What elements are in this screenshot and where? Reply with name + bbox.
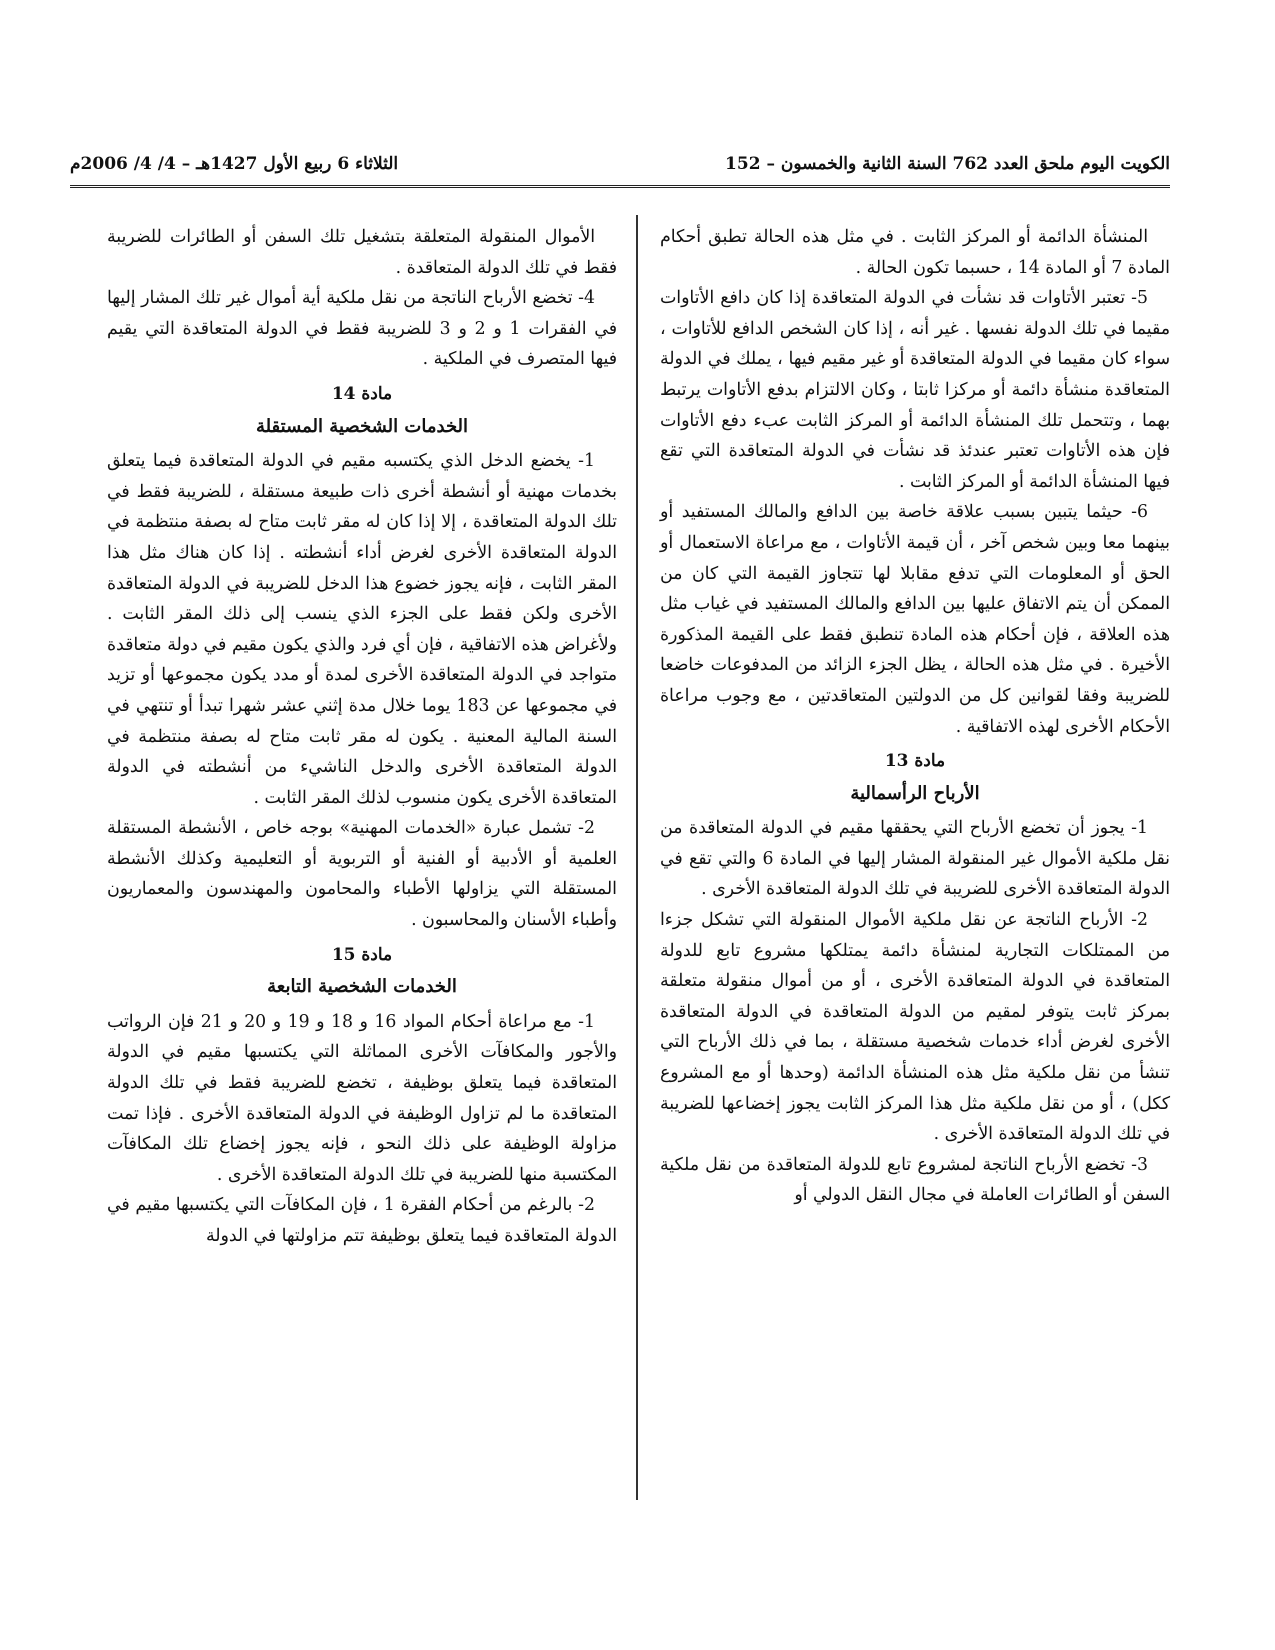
header-date: الثلاثاء 6 ربيع الأول 1427هـ – 4/ 4/ 2006م <box>70 154 399 174</box>
page-header <box>70 150 1170 186</box>
paragraph: المنشأة الدائمة أو المركز الثابت . في مثل هذه الحالة تطبق أحكام المادة 7 أو المادة 14 ، حسبما تكون الحالة . <box>660 227 1170 278</box>
paragraph: 5- تعتبر الأتاوات قد نشأت في الدولة المتعاقدة إذا كان دافع الأتاوات مقيما في تلك الدولة نفسها . غير أنه ، إذا كان الشخص الدافع للأتاوات ، سواء كان مقيما في الدولة المتعاقدة أو غير مقيم فيها ، يملك في الدولة المتعاقدة منشأة دائمة أو مركزا ثابتا ، وكان الالتزام بدفع الأتاوات يرتبط بهما ، وتتحمل تلك المنشأة الدائمة أو المركز الثابت عبء دفع الأتاوات فإن هذه الأتاوات تعتبر عندئذ قد نشأت في الدولة المتعاقدة التي تقع فيها المنشأة الدائمة أو المركز الثابت . <box>660 288 1170 492</box>
paragraph: 2- الأرباح الناتجة عن نقل ملكية الأموال المنقولة التي تشكل جزءا من الممتلكات التجارية لمنشأة دائمة يمتلكها مشروع تابع للدولة المتعاقدة في الدولة المتعاقدة الأخرى ، أو من أموال منقولة متعلقة بمركز ثابت يتوفر لمقيم من الدولة المتعاقدة في الدولة المتعاقدة الأخرى لغرض أداء خدمات شخصية مستقلة ، بما في ذلك الأرباح التي تنشأ من نقل ملكية مثل هذه المنشأة الدائمة (وحدها أو مع المشروع ككل) ، أو من نقل ملكية مثل هذا المركز الثابت يجوز إخضاعها للضريبة في تلك الدولة المتعاقدة الأخرى . <box>660 910 1170 1145</box>
article-number: مادة 15 <box>331 944 393 965</box>
paragraph: 1- مع مراعاة أحكام المواد 16 و 18 و 19 و 20 و 21 فإن الرواتب والأجور والمكافآت الأخرى المماثلة التي يكتسبها مقيم في الدولة المتعاقدة فيما يتعلق بوظيفة ، تخضع للضريبة فقط في تلك الدولة المتعاقدة ما لم تزاول الوظيفة في الدولة المتعاقدة الأخرى . فإذا تمت مزاولة الوظيفة على ذلك النحو ، فإنه يجوز إخضاع تلك المكافآت المكتسبة منها للضريبة في تلك الدولة المتعاقدة الأخرى . <box>107 1011 617 1185</box>
paragraph: الأموال المنقولة المتعلقة بتشغيل تلك السفن أو الطائرات للضريبة فقط في تلك الدولة المتعاقدة . <box>107 227 617 278</box>
right-column <box>660 222 1170 1211</box>
left-column <box>107 222 617 1252</box>
column-divider <box>636 215 638 1500</box>
article-number: مادة 14 <box>331 383 393 404</box>
article-number: مادة 13 <box>884 751 946 772</box>
paragraph: 3- تخضع الأرباح الناتجة لمشروع تابع للدولة المتعاقدة من نقل ملكية السفن أو الطائرات العاملة في مجال النقل الدولي أو <box>660 1154 1170 1206</box>
article-title: الخدمات الشخصية المستقلة <box>255 415 469 437</box>
header-publication: الكويت اليوم ملحق العدد 762 السنة الثانية والخمسون – 152 <box>725 154 1170 174</box>
article-title: الخدمات الشخصية التابعة <box>267 976 457 998</box>
paragraph: 2- بالرغم من أحكام الفقرة 1 ، فإن المكافآت التي يكتسبها مقيم في الدولة المتعاقدة فيما يتعلق بوظيفة تتم مزاولتها في الدولة <box>107 1195 617 1246</box>
paragraph: 4- تخضع الأرباح الناتجة من نقل ملكية أية أموال غير تلك المشار إليها في الفقرات 1 و 2 و 3 للضريبة فقط في الدولة المتعاقدة التي يقيم فيها المتصرف في الملكية . <box>107 288 617 370</box>
article-title: الأرباح الرأسمالية <box>850 782 980 804</box>
header-rule <box>70 185 1170 188</box>
paragraph: 1- يجوز أن تخضع الأرباح التي يحققها مقيم في الدولة المتعاقدة من نقل ملكية الأموال غير المنقولة المشار إليها في المادة 6 والتي تقع في الدولة المتعاقدة الأخرى للضريبة في تلك الدولة المتعاقدة الأخرى . <box>660 818 1170 900</box>
paragraph: 1- يخضع الدخل الذي يكتسبه مقيم في الدولة المتعاقدة فيما يتعلق بخدمات مهنية أو أنشطة أخرى ذات طبيعة مستقلة ، للضريبة فقط في تلك الدولة المتعاقدة ، إلا إذا كان له مقر ثابت متاح له بصفة منتظمة في الدولة المتعاقدة الأخرى لغرض أداء أنشطته . إذا كان هناك مثل هذا المقر الثابت ، فإنه يجوز خضوع هذا الدخل للضريبة في الدولة المتعاقدة الأخرى ولكن فقط على الجزء الذي ينسب إلى ذلك المقر الثابت . ولأغراض هذه الاتفاقية ، فإن أي فرد والذي يكون مقيم في دولة متعاقدة متواجد في الدولة المتعاقدة الأخرى لمدة أو مدد يكون مجموعها أو تزيد في مجموعها عن 183 يوما خلال مدة إثني عشر شهرا تبدأ أو تنتهي في السنة المالية المعنية . يكون له مقر ثابت متاح له بصفة منتظمة في الدولة المتعاقدة الأخرى والدخل الناشيء من أنشطته في الدولة المتعاقدة الأخرى يكون منسوب لذلك المقر الثابت . <box>107 451 617 808</box>
paragraph: 6- حيثما يتبين بسبب علاقة خاصة بين الدافع والمالك المستفيد أو بينهما معا وبين شخص آخر ، أن قيمة الأتاوات ، مع مراعاة الاستعمال أو الحق أو المعلومات التي تدفع مقابلا لها تتجاوز القيمة التي كان من الممكن أن يتم الاتفاق عليها بين الدافع والمالك المستفيد في غياب مثل هذه العلاقة ، فإن أحكام هذه المادة تنطبق فقط على القيمة المذكورة الأخيرة . في مثل هذه الحالة ، يظل الجزء الزائد من المدفوعات خاضعا للضريبة وفقا لقوانين كل من الدولتين المتعاقدتين ، مع وجوب مراعاة الأحكام الأخرى لهذه الاتفاقية . <box>660 502 1170 737</box>
paragraph: 2- تشمل عبارة «الخدمات المهنية» بوجه خاص ، الأنشطة المستقلة العلمية أو الأدبية أو الفنية أو التربوية أو التعليمية وكذلك الأنشطة المستقلة التي يزاولها الأطباء والمحامون والمهندسون والمعماريون وأطباء الأسنان والمحاسبون . <box>107 818 617 931</box>
